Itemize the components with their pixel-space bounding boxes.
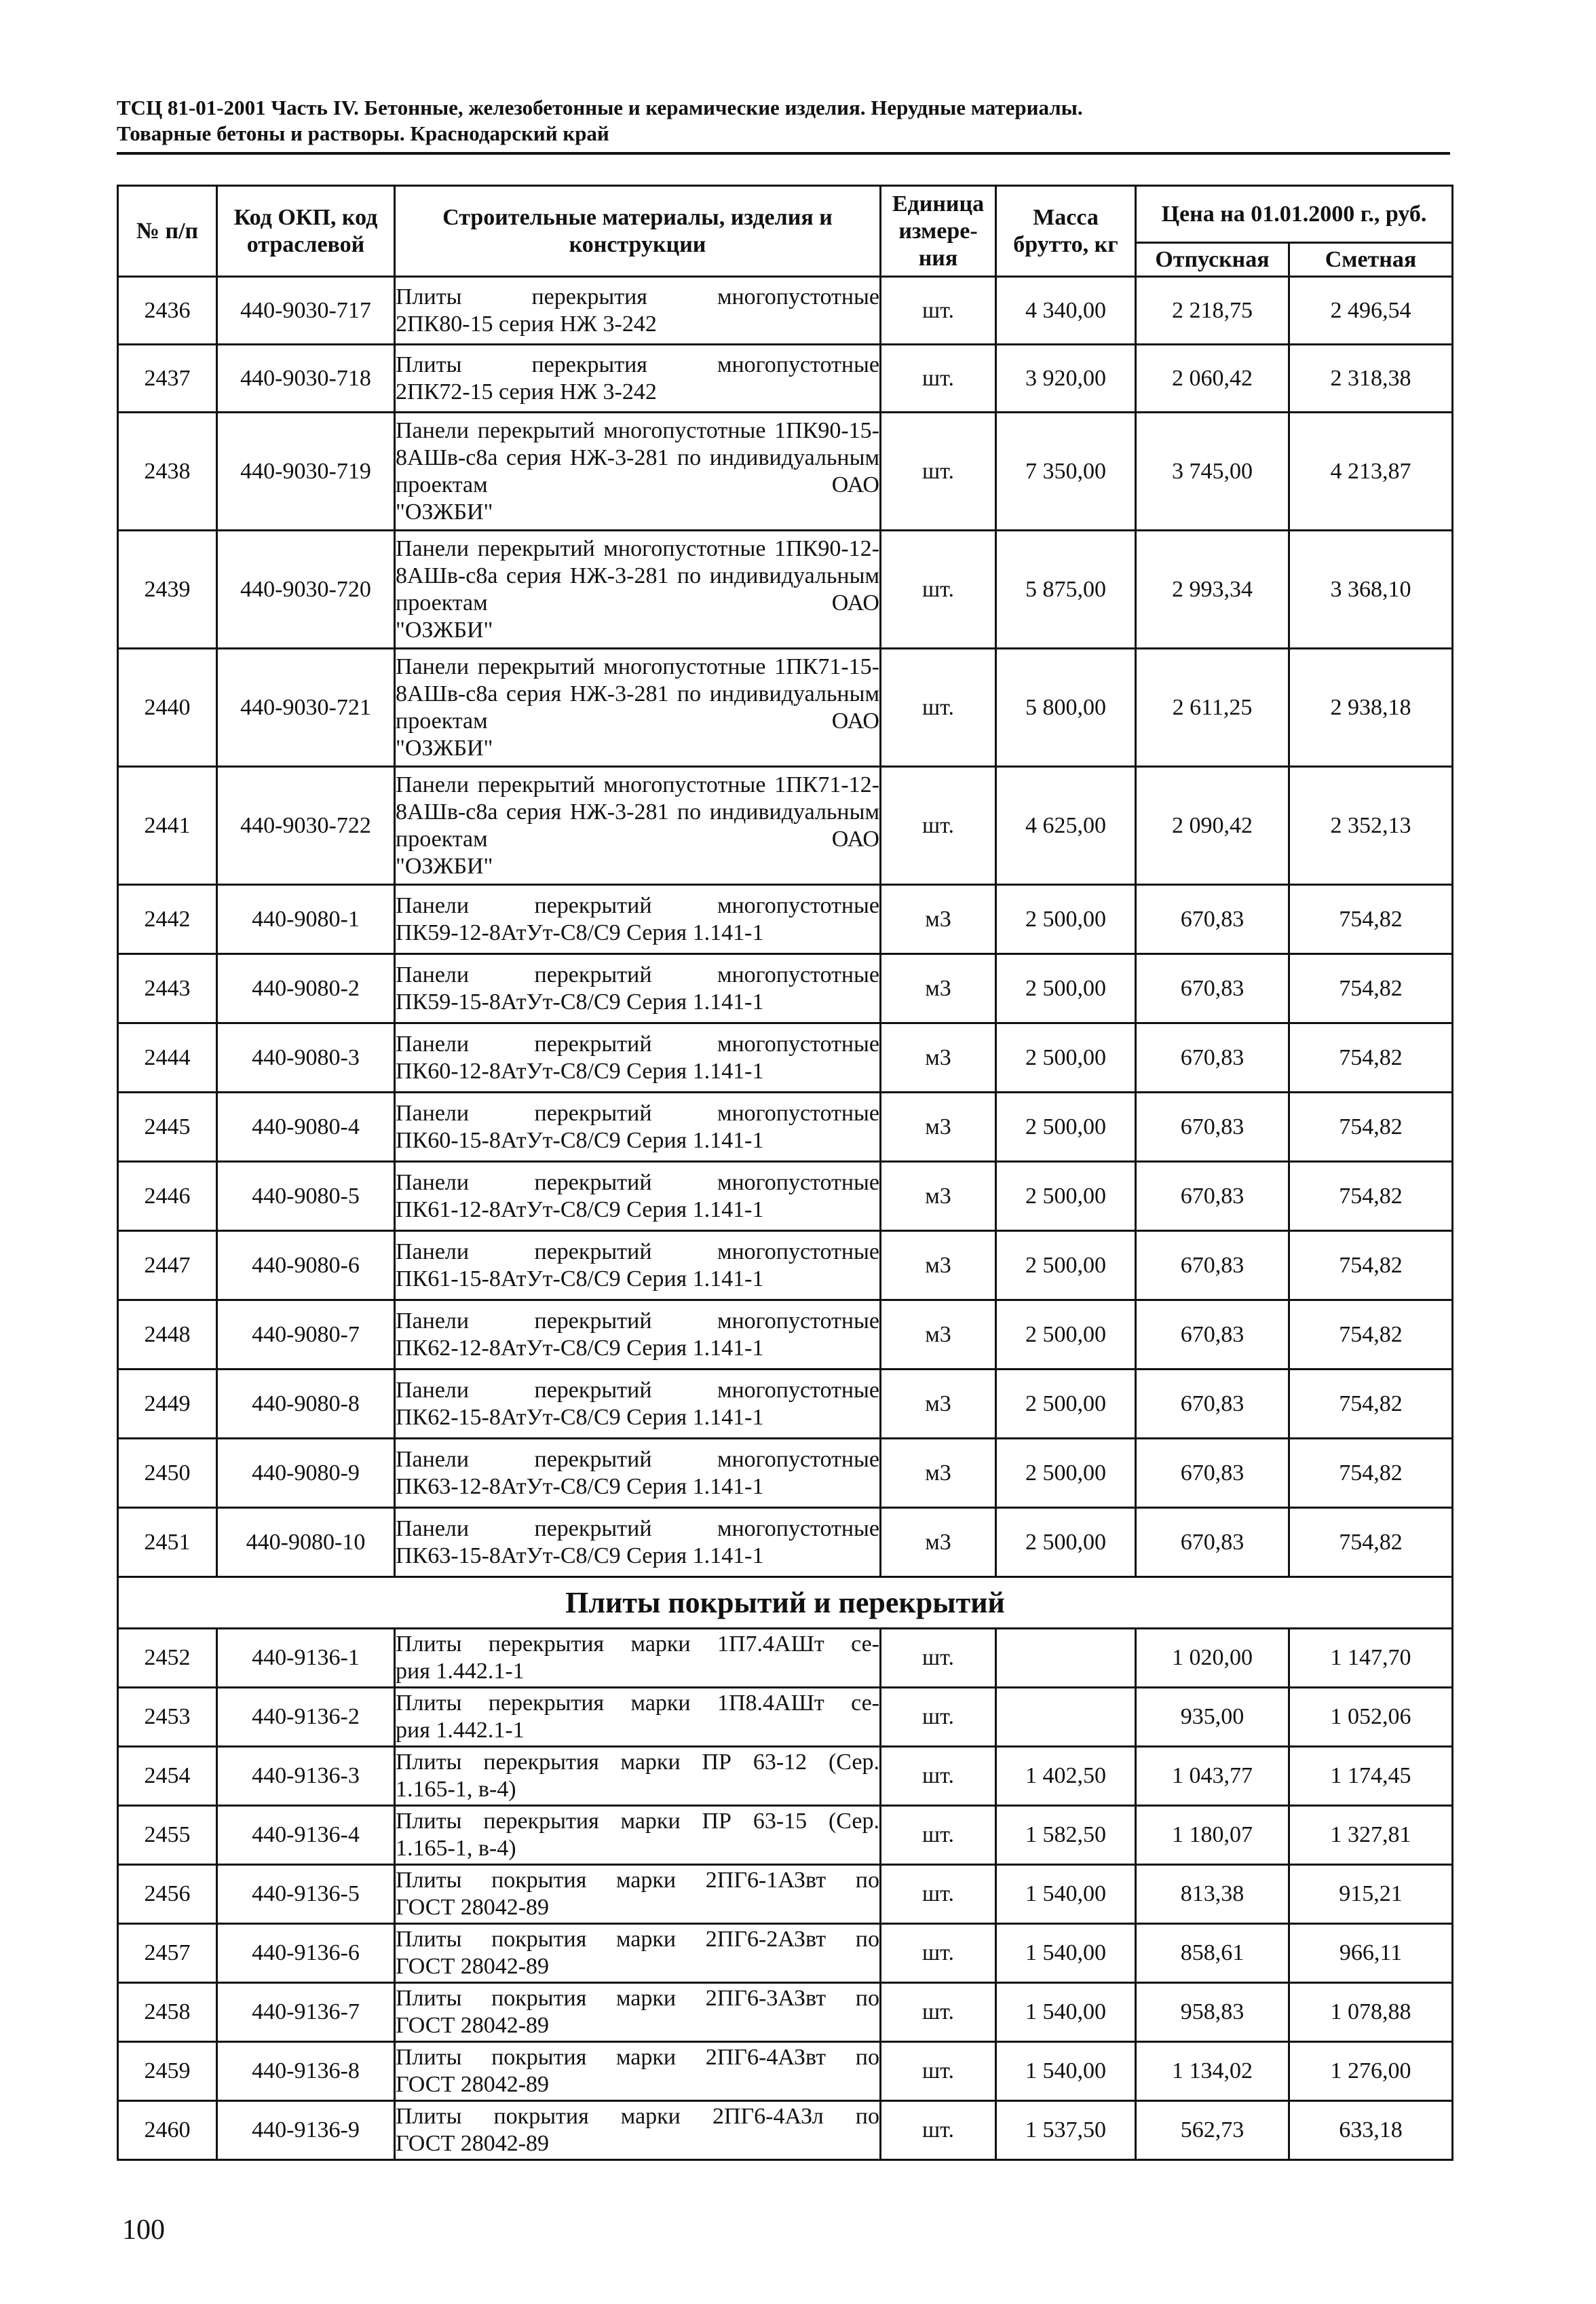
cell-code: 440-9080-6 [217,1231,395,1300]
cell-num: 2436 [118,277,217,345]
cell-price-release: 935,00 [1136,1688,1289,1747]
table-row [118,1300,1453,1370]
cell-num: 2458 [118,1983,217,2042]
cell-unit: шт. [881,2101,996,2160]
description-text: Плиты перекрытия марки ПР 63-12 (Сер. [396,1750,879,1775]
description-text-end: ГОСТ 28042-89 [396,2072,550,2097]
description-text-end: 2ПК80-15 серия НЖ 3-242 [396,311,657,337]
description-text: Плиты перекрытия марки 1П7.4АШт се- [396,1631,879,1657]
description-text-end: ПК63-15-8АтУт-С8/С9 Серия 1.141-1 [396,1543,764,1568]
cell-description [395,1806,881,1865]
cell-price-release: 670,83 [1136,1093,1289,1162]
cell-code: 440-9136-2 [217,1688,395,1747]
cell-unit: м3 [881,1300,996,1370]
cell-mass: 2 500,00 [996,1023,1136,1093]
cell-description [395,1508,881,1577]
table-row [118,885,1453,954]
cell-num: 2454 [118,1747,217,1806]
table-row [118,531,1453,649]
cell-num: 2444 [118,1023,217,1093]
table-row [118,954,1453,1023]
table-row [118,1865,1453,1924]
cell-price-release: 2 611,25 [1136,649,1289,767]
cell-unit: м3 [881,1439,996,1508]
cell-unit: шт. [881,345,996,413]
cell-mass: 2 500,00 [996,1370,1136,1439]
description-text: Плиты перекрытия марки ПР 63-15 (Сер. [396,1809,879,1834]
cell-num: 2452 [118,1629,217,1688]
cell-mass: 1 540,00 [996,1865,1136,1924]
cell-price-release: 1 043,77 [1136,1747,1289,1806]
cell-price-estimate: 2 938,18 [1289,649,1453,767]
cell-description [395,1629,881,1688]
cell-code: 440-9080-2 [217,954,395,1023]
cell-mass: 2 500,00 [996,1162,1136,1231]
description-text: Плиты покрытия марки 2ПГ6-3АЗвт по [396,1986,879,2011]
cell-mass: 2 500,00 [996,885,1136,954]
cell-price-estimate: 754,82 [1289,1439,1453,1508]
description-text-end: "ОЗЖБИ" [396,853,493,879]
header-mass: Масса брутто, кг [996,186,1136,277]
table-row [118,413,1453,531]
cell-price-release: 858,61 [1136,1924,1289,1983]
cell-unit: м3 [881,1231,996,1300]
cell-description [395,277,881,345]
description-text-end: рия 1.442.1-1 [396,1718,525,1743]
cell-mass: 1 540,00 [996,2042,1136,2101]
cell-mass: 3 920,00 [996,345,1136,413]
description-text: Плиты покрытия марки 2ПГ6-1АЗвт по [396,1868,879,1893]
cell-unit: шт. [881,1806,996,1865]
description-text: Плиты перекрытия многопустотные [396,284,879,309]
cell-price-release: 670,83 [1136,1508,1289,1577]
table-row [118,1629,1453,1688]
cell-description [395,1231,881,1300]
cell-code: 440-9080-10 [217,1508,395,1577]
cell-mass: 2 500,00 [996,1300,1136,1370]
cell-price-release: 958,83 [1136,1983,1289,2042]
cell-code: 440-9080-7 [217,1300,395,1370]
cell-unit: м3 [881,885,996,954]
cell-unit: м3 [881,1370,996,1439]
description-text-end: ПК59-12-8АтУт-С8/С9 Серия 1.141-1 [396,920,764,945]
cell-mass [996,1629,1136,1688]
description-text: Плиты покрытия марки 2ПГ6-4АЗл по [396,2104,879,2129]
description-text-end: "ОЗЖБИ" [396,617,493,643]
cell-price-estimate: 2 496,54 [1289,277,1453,345]
cell-price-release: 813,38 [1136,1865,1289,1924]
description-text: Панели перекрытий многопустотные [396,1239,879,1264]
page-header [117,95,1447,147]
cell-price-estimate: 1 147,70 [1289,1629,1453,1688]
cell-description [395,1162,881,1231]
cell-mass: 5 800,00 [996,649,1136,767]
cell-unit: м3 [881,1023,996,1093]
cell-num: 2442 [118,885,217,954]
cell-description [395,1865,881,1924]
cell-price-release: 1 134,02 [1136,2042,1289,2101]
cell-code: 440-9080-8 [217,1370,395,1439]
cell-mass: 5 875,00 [996,531,1136,649]
cell-num: 2453 [118,1688,217,1747]
cell-num: 2449 [118,1370,217,1439]
cell-unit: шт. [881,277,996,345]
cell-unit: шт. [881,1688,996,1747]
description-text-end: ГОСТ 28042-89 [396,2131,550,2156]
cell-mass: 2 500,00 [996,1231,1136,1300]
cell-description [395,954,881,1023]
cell-description [395,885,881,954]
cell-price-estimate: 4 213,87 [1289,413,1453,531]
cell-description [395,413,881,531]
description-text: Плиты покрытия марки 2ПГ6-4АЗвт по [396,2045,879,2070]
table-row [118,767,1453,885]
cell-code: 440-9080-4 [217,1093,395,1162]
cell-description [395,1370,881,1439]
cell-num: 2443 [118,954,217,1023]
cell-price-estimate: 915,21 [1289,1865,1453,1924]
cell-num: 2456 [118,1865,217,1924]
table-row [118,649,1453,767]
price-table [117,185,1454,2161]
description-text: Панели перекрытий многопустотные [396,1031,879,1057]
cell-price-estimate: 1 174,45 [1289,1747,1453,1806]
cell-price-estimate: 754,82 [1289,1231,1453,1300]
table-row [118,1162,1453,1231]
cell-unit: шт. [881,413,996,531]
cell-description [395,2042,881,2101]
table-row [118,2042,1453,2101]
cell-num: 2439 [118,531,217,649]
description-text: Панели перекрытий многопустотные [396,1308,879,1334]
description-text: Панели перекрытий многопустотные [396,1446,879,1472]
cell-num: 2450 [118,1439,217,1508]
cell-code: 440-9136-4 [217,1806,395,1865]
cell-unit: шт. [881,2042,996,2101]
cell-description [395,345,881,413]
cell-unit: шт. [881,1629,996,1688]
cell-price-estimate: 754,82 [1289,1023,1453,1093]
cell-description [395,2101,881,2160]
table-row [118,1023,1453,1093]
header-num: № п/п [118,186,217,277]
cell-price-release: 2 993,34 [1136,531,1289,649]
cell-description [395,1983,881,2042]
cell-code: 440-9080-3 [217,1023,395,1093]
cell-mass: 2 500,00 [996,1093,1136,1162]
table-row [118,2101,1453,2160]
table-row [118,1747,1453,1806]
header-price-estimate: Сметная [1289,243,1453,277]
description-text: Панели перекрытий многопустотные 1ПК71-15-8АШв-с8а серия НЖ-3-281 по индивидуальным проектам ОАО [396,654,879,734]
table-body-b [118,1629,1453,2160]
cell-code: 440-9136-8 [217,2042,395,2101]
cell-price-release: 3 745,00 [1136,413,1289,531]
description-text: Плиты перекрытия многопустотные [396,352,879,377]
table-header [118,186,1453,277]
cell-unit: м3 [881,954,996,1023]
section-title: Плиты покрытий и перекрытий [118,1577,1453,1629]
cell-num: 2447 [118,1231,217,1300]
cell-price-release: 670,83 [1136,1162,1289,1231]
cell-description [395,1023,881,1093]
description-text-end: ПК60-15-8АтУт-С8/С9 Серия 1.141-1 [396,1127,764,1153]
description-text-end: 2ПК72-15 серия НЖ 3-242 [396,379,657,404]
cell-code: 440-9030-719 [217,413,395,531]
cell-code: 440-9136-1 [217,1629,395,1688]
cell-description [395,767,881,885]
cell-code: 440-9030-721 [217,649,395,767]
cell-price-release: 2 218,75 [1136,277,1289,345]
cell-code: 440-9136-5 [217,1865,395,1924]
cell-num: 2459 [118,2042,217,2101]
cell-price-estimate: 3 368,10 [1289,531,1453,649]
cell-description [395,1924,881,1983]
cell-mass [996,1688,1136,1747]
cell-price-release: 2 090,42 [1136,767,1289,885]
cell-unit: шт. [881,531,996,649]
cell-price-estimate: 754,82 [1289,1508,1453,1577]
description-text: Панели перекрытий многопустотные [396,1169,879,1195]
description-text-end: ПК62-12-8АтУт-С8/С9 Серия 1.141-1 [396,1335,764,1361]
cell-unit: м3 [881,1508,996,1577]
description-text-end: ГОСТ 28042-89 [396,2013,550,2038]
description-text-end: "ОЗЖБИ" [396,499,493,525]
description-text: Панели перекрытий многопустотные [396,962,879,987]
description-text-end: ГОСТ 28042-89 [396,1895,550,1920]
cell-mass: 1 540,00 [996,1924,1136,1983]
cell-num: 2440 [118,649,217,767]
cell-num: 2445 [118,1093,217,1162]
description-text-end: 1.165-1, в-4) [396,1777,516,1802]
cell-mass: 1 537,50 [996,2101,1136,2160]
table-row [118,1439,1453,1508]
cell-price-estimate: 2 352,13 [1289,767,1453,885]
description-text: Плиты покрытия марки 2ПГ6-2АЗвт по [396,1927,879,1952]
table-row [118,1806,1453,1865]
section-header [118,1577,1453,1629]
cell-description [395,1300,881,1370]
cell-unit: шт. [881,1747,996,1806]
cell-price-release: 670,83 [1136,1023,1289,1093]
cell-code: 440-9136-9 [217,2101,395,2160]
cell-price-estimate: 966,11 [1289,1924,1453,1983]
description-text-end: ПК61-15-8АтУт-С8/С9 Серия 1.141-1 [396,1266,764,1291]
cell-price-release: 670,83 [1136,1439,1289,1508]
table-row [118,1688,1453,1747]
header-price-group: Цена на 01.01.2000 г., руб. [1136,186,1453,243]
cell-price-estimate: 754,82 [1289,885,1453,954]
cell-num: 2446 [118,1162,217,1231]
description-text: Панели перекрытий многопустотные [396,892,879,918]
cell-price-release: 2 060,42 [1136,345,1289,413]
header-rule [117,152,1450,155]
table-row [118,1093,1453,1162]
description-text: Панели перекрытий многопустотные [396,1515,879,1541]
cell-mass: 1 540,00 [996,1983,1136,2042]
table-row [118,345,1453,413]
cell-description [395,1439,881,1508]
description-text: Панели перекрытий многопустотные 1ПК90-15-8АШв-с8а серия НЖ-3-281 по индивидуальным проектам ОАО [396,417,879,497]
cell-code: 440-9030-722 [217,767,395,885]
cell-unit: м3 [881,1162,996,1231]
cell-price-release: 670,83 [1136,885,1289,954]
description-text-end: ГОСТ 28042-89 [396,1954,550,1979]
cell-num: 2437 [118,345,217,413]
cell-price-estimate: 1 078,88 [1289,1983,1453,2042]
cell-description [395,531,881,649]
cell-price-release: 670,83 [1136,1231,1289,1300]
description-text-end: "ОЗЖБИ" [396,735,493,761]
description-text-end: ПК60-12-8АтУт-С8/С9 Серия 1.141-1 [396,1058,764,1084]
description-text-end: рия 1.442.1-1 [396,1659,525,1684]
description-text: Панели перекрытий многопустотные 1ПК90-12-8АШв-с8а серия НЖ-3-281 по индивидуальным проектам ОАО [396,535,879,616]
cell-unit: шт. [881,1865,996,1924]
description-text-end: ПК61-12-8АтУт-С8/С9 Серия 1.141-1 [396,1196,764,1222]
table-row [118,1983,1453,2042]
cell-code: 440-9030-720 [217,531,395,649]
cell-mass: 1 402,50 [996,1747,1136,1806]
cell-unit: шт. [881,649,996,767]
cell-price-release: 1 020,00 [1136,1629,1289,1688]
cell-code: 440-9080-5 [217,1162,395,1231]
cell-price-release: 670,83 [1136,1370,1289,1439]
cell-num: 2457 [118,1924,217,1983]
cell-num: 2460 [118,2101,217,2160]
table-row [118,1231,1453,1300]
description-text: Панели перекрытий многопустотные 1ПК71-12-8АШв-с8а серия НЖ-3-281 по индивидуальным проектам ОАО [396,772,879,852]
table-row [118,1370,1453,1439]
description-text-end: ПК63-12-8АтУт-С8/С9 Серия 1.141-1 [396,1473,764,1499]
cell-price-estimate: 754,82 [1289,1370,1453,1439]
header-code: Код ОКП, код отраслевой [217,186,395,277]
header-name: Строительные материалы, изделия и конструкции [395,186,881,277]
description-text-end: 1.165-1, в-4) [396,1836,516,1861]
table-row [118,1924,1453,1983]
cell-code: 440-9136-6 [217,1924,395,1983]
cell-mass: 2 500,00 [996,1508,1136,1577]
cell-description [395,1747,881,1806]
description-text-end: ПК59-15-8АтУт-С8/С9 Серия 1.141-1 [396,989,764,1015]
cell-mass: 2 500,00 [996,954,1136,1023]
cell-code: 440-9136-3 [217,1747,395,1806]
cell-num: 2441 [118,767,217,885]
description-text: Панели перекрытий многопустотные [396,1100,879,1126]
cell-unit: м3 [881,1093,996,1162]
cell-description [395,1093,881,1162]
cell-num: 2448 [118,1300,217,1370]
cell-mass: 2 500,00 [996,1439,1136,1508]
table-body-a [118,277,1453,1577]
header-price-release: Отпускная [1136,243,1289,277]
cell-num: 2451 [118,1508,217,1577]
cell-price-release: 1 180,07 [1136,1806,1289,1865]
cell-price-release: 562,73 [1136,2101,1289,2160]
cell-price-estimate: 633,18 [1289,2101,1453,2160]
cell-price-release: 670,83 [1136,954,1289,1023]
cell-num: 2455 [118,1806,217,1865]
cell-mass: 1 582,50 [996,1806,1136,1865]
header-title-line1: ТСЦ 81-01-2001 Часть IV. Бетонные, железобетонные и керамические изделия. Нерудные материалы. [117,96,1083,119]
header-title-line2: Товарные бетоны и растворы. Краснодарский край [117,121,609,145]
table-row [118,277,1453,345]
header-unit: Единица измере-ния [881,186,996,277]
cell-unit: шт. [881,767,996,885]
cell-mass: 7 350,00 [996,413,1136,531]
description-text: Панели перекрытий многопустотные [396,1377,879,1403]
cell-price-estimate: 1 276,00 [1289,2042,1453,2101]
table-row [118,1508,1453,1577]
cell-description [395,1688,881,1747]
page-number: 100 [122,2214,165,2246]
cell-price-estimate: 2 318,38 [1289,345,1453,413]
cell-code: 440-9030-717 [217,277,395,345]
description-text-end: ПК62-15-8АтУт-С8/С9 Серия 1.141-1 [396,1404,764,1430]
description-text: Плиты перекрытия марки 1П8.4АШт се- [396,1691,879,1716]
cell-description [395,649,881,767]
cell-unit: шт. [881,1983,996,2042]
cell-mass: 4 340,00 [996,277,1136,345]
cell-price-estimate: 1 052,06 [1289,1688,1453,1747]
cell-num: 2438 [118,413,217,531]
cell-code: 440-9080-9 [217,1439,395,1508]
cell-price-estimate: 754,82 [1289,1300,1453,1370]
cell-code: 440-9080-1 [217,885,395,954]
cell-price-release: 670,83 [1136,1300,1289,1370]
cell-code: 440-9030-718 [217,345,395,413]
cell-price-estimate: 754,82 [1289,954,1453,1023]
cell-mass: 4 625,00 [996,767,1136,885]
cell-unit: шт. [881,1924,996,1983]
cell-code: 440-9136-7 [217,1983,395,2042]
cell-price-estimate: 754,82 [1289,1162,1453,1231]
cell-price-estimate: 1 327,81 [1289,1806,1453,1865]
cell-price-estimate: 754,82 [1289,1093,1453,1162]
